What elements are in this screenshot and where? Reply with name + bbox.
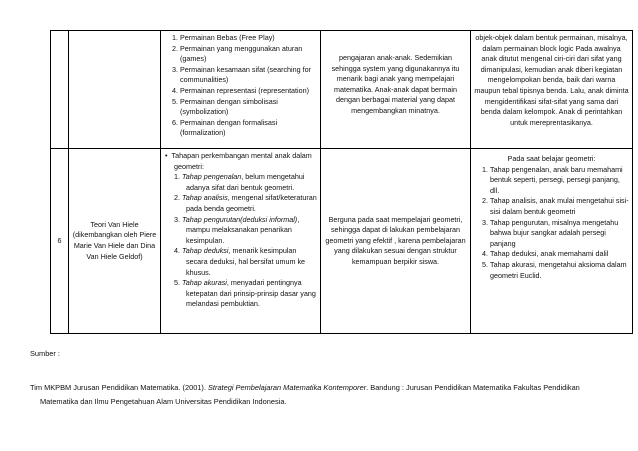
- stages-cell: [161, 149, 321, 334]
- list-item: 2. Tahap analisis, anak mulai mengetahui sisi-sisi dalam bentuk geometri: [490, 196, 629, 217]
- source-label: Sumber :: [30, 349, 60, 358]
- stage-title: Tahap pengenalan: [182, 172, 242, 182]
- stage-desc: , mengenal sifat/keteraturan pada benda geometri.: [186, 193, 317, 213]
- table-row: [51, 149, 633, 334]
- list-item: [174, 172, 317, 193]
- stage-title: Tahap deduksi: [182, 246, 229, 256]
- list-item: 3. Permainan kesamaan sifat (searching for communalities): [180, 65, 317, 86]
- stages-cell: [161, 31, 321, 149]
- list-item: 3. Tahap pengurutan, misalnya mengetahu bahwa bujur sangkar adalah persegi panjang: [490, 218, 629, 250]
- reference-suffix: . Bandung : Jurusan Pendidikan Matematika Fakultas Pendidikan: [366, 383, 580, 392]
- number-cell: [51, 31, 69, 149]
- implication-cell: [321, 31, 471, 149]
- stage-number: 2.: [174, 193, 180, 203]
- row-number: 6: [57, 235, 62, 245]
- theory-cell: [69, 31, 161, 149]
- stage-desc: , menarik kesimpulan secara deduksi, hal bersifat umum ke khusus.: [186, 246, 306, 277]
- example-cell: [471, 31, 633, 149]
- stage-number: 5.: [174, 278, 180, 288]
- list-item: [174, 215, 317, 247]
- number-cell: [51, 149, 69, 334]
- stage-intro: • Tahapan perkembangan mental anak dalam geometri:: [174, 151, 317, 172]
- dienes-stage-list: [164, 33, 317, 139]
- list-item: [174, 193, 317, 214]
- example-cell: [471, 149, 633, 334]
- example-intro: Pada saat belajar geometri:: [507, 154, 596, 163]
- implication-cell: [321, 149, 471, 334]
- list-item: 4. Tahap deduksi, anak memahami dalil: [490, 249, 629, 260]
- implication-text: pengajaran anak-anak. Sedemikian sehingga system yang digunakannya itu menarik bagi anak yang mempelajari matematika. Anak-anak dapat bermain dengan berbagai material yang dapat mengembangkan minatnya.: [331, 53, 460, 115]
- stage-number: 4.: [174, 246, 180, 256]
- vanhiele-stage-list: [164, 172, 317, 310]
- reference-prefix: Tim MKPBM Jurusan Pendidikan Matematika. (2001).: [30, 383, 208, 392]
- list-item: 6. Permainan dengan formalisasi (formalization): [180, 118, 317, 139]
- stage-bullet: [164, 151, 317, 172]
- stage-number: 1.: [174, 172, 180, 182]
- theory-name: Teori Van Hiele (dikembangkan oleh Piere Marie Van Hiele dan Dina Van Hiele Geldof): [72, 219, 157, 261]
- example-list: [474, 165, 629, 282]
- reference-line2: Matematika dan Ilmu Pengetahuan Alam Universitas Pendidikan Indonesia.: [40, 397, 287, 406]
- list-item: 1. Permainan Bebas (Free Play): [180, 33, 317, 44]
- stage-title: Tahap akurasi: [182, 278, 227, 288]
- stage-title: Tahap pengurutan(deduksi informal): [182, 214, 298, 224]
- list-item: [174, 246, 317, 278]
- reference: [30, 381, 634, 409]
- stage-desc: , mampu melaksanakan penarikan kesimpulan.: [186, 214, 300, 245]
- stage-number: 3.: [174, 214, 180, 224]
- theory-table: [50, 30, 633, 334]
- table-row: [51, 31, 633, 149]
- reference-title: Strategi Pembelajaran Matematika Kontemporer: [208, 383, 367, 392]
- stage-desc: , menyadari pentingnya ketepatan dari prinsip-prinsip dasar yang melandasi pembuktian.: [186, 278, 316, 309]
- list-item: 4. Permainan representasi (representation): [180, 86, 317, 97]
- stage-desc: , belum mengetahui adanya sifat dari bentuk geometri.: [186, 172, 305, 192]
- implication-text: Berguna pada saat mempelajari geometri, sehingga dapat di lakukan pembelajaran geometri yang efektif , karena pembelajaran yang dilakukan sesuai dengan struktur kemampuan berpikir siswa.: [325, 214, 466, 266]
- list-item: 5. Tahap akurasi, mengetahui aksioma dalam geometri Euclid.: [490, 260, 629, 281]
- list-item: [174, 278, 317, 310]
- list-item: 5. Permainan dengan simbolisasi (symbolization): [180, 97, 317, 118]
- list-item: 1. Tahap pengenalan, anak baru memahami bentuk seperti, persegi, persegi panjang, dll.: [490, 165, 629, 197]
- list-item: 2. Permainan yang menggunakan aturan (games): [180, 44, 317, 65]
- example-text: objek-objek dalam bentuk permainan, misalnya, dalam permainan block logic Pada awalnya anak ditutut mengenal ciri-ciri dari sifat yang dimanipulasi, kemudian anak diberi kegiatan mengelompokan benda, baik dari warna maupun tebal tipisnya benda. Lalu, anak diminta mengidentifikasi sifat-sifat yang sama dari benda dalam kelompok. Anak di perintahkan untuk mereprentasikanya.: [474, 33, 629, 127]
- theory-cell: [69, 149, 161, 334]
- stage-title: Tahap analisis: [182, 193, 228, 203]
